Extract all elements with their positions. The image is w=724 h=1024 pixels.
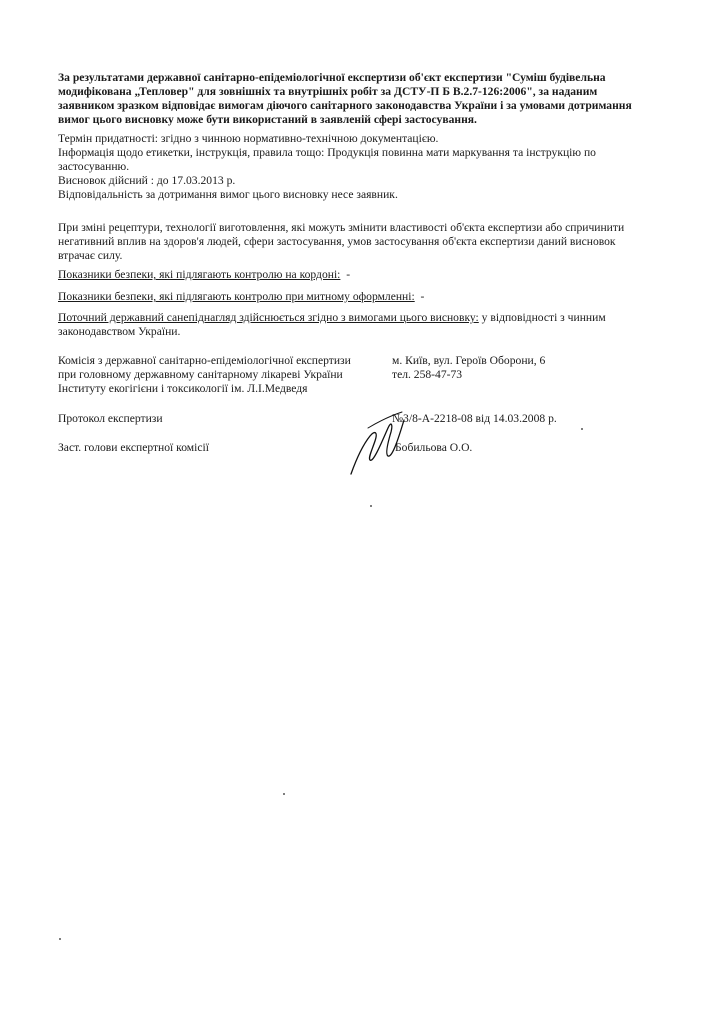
intro-line-1: За результатами державної санітарно-епідеміологічної експертизи об'єкт експертизи "Суміш будівельна xyxy=(58,71,606,84)
intro-line-4: вимог цього висновку може бути використаний в заявленій сфері застосування. xyxy=(58,113,477,126)
valid-until: Висновок дійсний : до 17.03.2013 р. xyxy=(58,174,236,187)
supervision-row xyxy=(58,311,606,325)
label-info-line-2: застосуванню. xyxy=(58,160,130,173)
commission-line-1: Комісія з державної санітарно-епідеміологічної експертизи xyxy=(58,354,351,367)
shelf-life: Термін придатності: згідно з чинною нормативно-технічною документацією. xyxy=(58,132,439,145)
change-line-3: втрачає силу. xyxy=(58,249,123,262)
supervision-value: у відповідності з чинним xyxy=(478,311,606,324)
commission-phone: тел. 258-47-73 xyxy=(392,368,463,381)
border-control-label: Показники безпеки, які підлягають контролю на кордоні: xyxy=(58,268,341,281)
label-info-line-1: Інформація щодо етикетки, інструкція, правила тощо: Продукція повинна мати маркування та інструкцію по xyxy=(58,146,596,159)
customs-control-value: - xyxy=(420,290,425,303)
intro-line-2: модифікована „Тепловер" для зовнішніх та внутрішніх робіт за ДСТУ-П Б В.2.7-126:2006", за наданим xyxy=(58,85,598,98)
intro-line-3: заявником зразком відповідає вимогам діючого санітарного законодавства України і за умовами дотримання xyxy=(58,99,632,112)
customs-control-row xyxy=(58,290,424,304)
scan-speck xyxy=(59,938,61,940)
protocol-label: Протокол експертизи xyxy=(58,412,163,425)
responsibility: Відповідальність за дотримання вимог цього висновку несе заявник. xyxy=(58,188,398,201)
border-control-value: - xyxy=(346,268,351,281)
supervision-label: Поточний державний санепіднагляд здійснюється згідно з вимогами цього висновку: xyxy=(58,311,479,324)
supervision-line-2: законодавством України. xyxy=(58,325,181,338)
scan-speck xyxy=(370,505,372,507)
signature-image xyxy=(348,408,408,476)
change-line-2: негативний вплив на здоров'я людей, сфери застосування, умов застосування об'єкта експертизи даний висновок xyxy=(58,235,616,248)
change-line-1: При зміні рецептури, технології виготовлення, які можуть змінити властивості об'єкта експертизи або спричинити xyxy=(58,221,625,234)
border-control-row xyxy=(58,268,350,282)
scan-speck xyxy=(283,793,285,795)
commission-line-3: Інституту екогігієни і токсикології ім. Л.І.Медведя xyxy=(58,382,308,395)
customs-control-label: Показники безпеки, які підлягають контролю при митному оформленні: xyxy=(58,290,415,303)
scan-speck xyxy=(581,428,583,430)
deputy-label: Заст. голови експертної комісії xyxy=(58,441,209,454)
commission-address: м. Київ, вул. Героїв Оборони, 6 xyxy=(392,354,546,367)
commission-line-2: при головному державному санітарному лікареві України xyxy=(58,368,343,381)
protocol-number: №3/8-А-2218-08 від 14.03.2008 р. xyxy=(392,412,557,425)
deputy-name: Бобильова О.О. xyxy=(395,441,473,454)
